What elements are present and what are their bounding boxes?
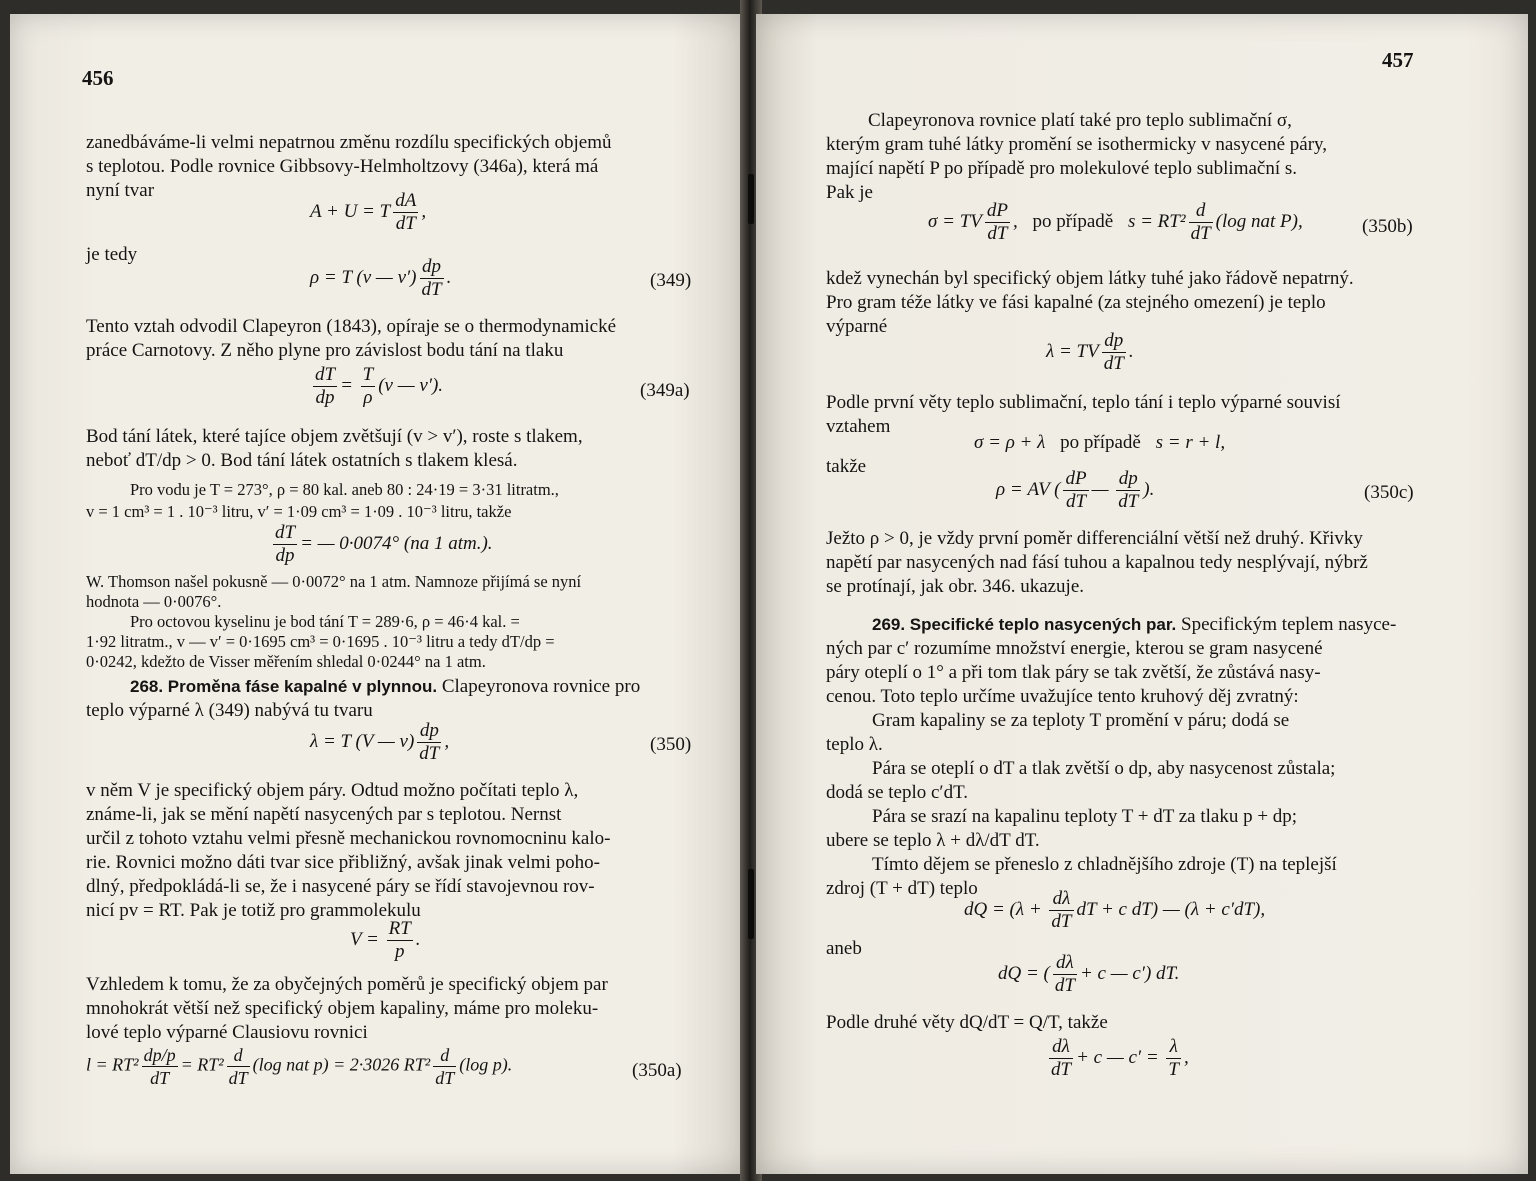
text-line: kterým gram tuhé látky promění se isothermicky v nasycené páry, <box>826 134 1328 155</box>
text-line: páry oteplí o 1° a při tom tlak páry se tak zvětší, že zůstává nasy- <box>826 662 1321 683</box>
text-line: Pro gram téže látky ve fási kapalné (za stejného omezení) je teplo <box>826 292 1326 313</box>
text-line: kdež vynechán byl specifický objem látky tuhé jako řádově nepatrný. <box>826 268 1354 289</box>
equation-350a: l = RT² $\frac{dp/p}{dT}$ = RT² $\frac{d}{dT}$ (log nat p) = 2·3026 RT² $\frac{d}{dT}$ (log p). <box>86 1045 513 1088</box>
equation-346: A + U = T $\frac{dA}{dT}$ , <box>310 190 427 234</box>
equation-dQ1: dQ = (λ + $\frac{d\lambda}{dT}$ dT + c dT) — (λ + c′dT), <box>964 888 1266 932</box>
text-line: rie. Rovnici možno dáti tvar sice přibližný, avšak jinak velmi poho- <box>86 852 600 873</box>
section-268-line: 268. Proměna fáse kapalné v plynnou. Clapeyronova rovnice pro <box>130 676 641 697</box>
text-line: Pára se srazí na kapalinu teploty T + dT za tlaku p + dp; <box>872 806 1298 827</box>
text-line: určil z tohoto vztahu velmi přesně mechanickou rovnomocninu kalo- <box>86 828 611 849</box>
text-line: Pro octovou kyselinu je bod tání T = 289·6, ρ = 46·4 kal. = <box>130 612 520 631</box>
text-line: dlný, předpokládá-li se, že i nasycené páry se řídí stavojevnou rov- <box>86 876 595 897</box>
text-line: ných par c′ rozumíme množství energie, kterou se gram nasycené <box>826 638 1323 659</box>
text-line: známe-li, jak se mění napětí nasycených par s teplotou. Nernst <box>86 804 562 825</box>
text-line: teplo λ. <box>826 734 883 755</box>
equation-349: ρ = T (v — v′) $\frac{dp}{dT}$ . <box>310 256 452 300</box>
text-line: Pak je <box>826 182 873 203</box>
text-line: se protínají, jak obr. 346. ukazuje. <box>826 576 1085 597</box>
text-line: dodá se teplo c′dT. <box>826 782 969 803</box>
text-line: Pro vodu je T = 273°, ρ = 80 kal. aneb 80 : 24·19 = 3·31 litratm., <box>130 480 559 499</box>
text-line: Bod tání látek, které tajíce objem zvětšují (v > v′), roste s tlakem, <box>86 426 583 447</box>
text-line: práce Carnotovy. Z něho plyne pro závislost bodu tání na tlaku <box>86 340 564 361</box>
text-line: Clapeyronova rovnice platí také pro teplo sublimační σ, <box>868 110 1292 131</box>
binding-mark <box>748 174 754 224</box>
text-line: Ježto ρ > 0, je vždy první poměr differenciální větší než druhý. Křivky <box>826 528 1363 549</box>
text-line: v něm V je specifický objem páry. Odtud možno počítati teplo λ, <box>86 780 579 801</box>
binding-mark <box>748 869 754 939</box>
text-line: hodnota — 0·0076°. <box>86 592 222 611</box>
section-heading-268: 268. Proměna fáse kapalné v plynnou. <box>130 677 438 696</box>
equation-349a: $\frac{dT}{dp}$ = $\frac{T}{\rho}$ (v — v′). <box>315 364 444 408</box>
eq-number-349: (349) <box>650 270 692 291</box>
text-line: zdroj (T + dT) teplo <box>826 878 978 899</box>
eq-number-349a: (349a) <box>640 380 690 401</box>
text-line: Podle první věty teplo sublimační, teplo tání i teplo výparné souvisí <box>826 392 1341 413</box>
equation-350c: ρ = AV ( $\frac{dP}{dT}$ — $\frac{dp}{dT}$ ). <box>996 468 1155 512</box>
section-heading-269: 269. Specifické teplo nasycených par. <box>872 615 1177 634</box>
section-269-line: 269. Specifické teplo nasycených par. Specifickým teplem nasyce- <box>872 614 1397 635</box>
equation-350b: σ = TV $\frac{dP}{dT}$ , po případě s = RT² $\frac{d}{dT}$ (log nat P), <box>928 200 1303 244</box>
text-line: Podle druhé věty dQ/dT = Q/T, takže <box>826 1012 1108 1033</box>
text-line: ubere se teplo λ + dλ/dT dT. <box>826 830 1040 851</box>
text-line: zanedbáváme-li velmi nepatrnou změnu rozdílu specifických objemů <box>86 132 612 153</box>
right-page-number: 457 <box>1382 48 1414 72</box>
text-line: teplo výparné λ (349) nabývá tu tvaru <box>86 700 373 721</box>
text-line: nyní tvar <box>86 180 155 201</box>
equation-350: λ = T (V — v) $\frac{dp}{dT}$ , <box>310 720 450 764</box>
eq-number-350: (350) <box>650 734 692 755</box>
equation-final: $\frac{d\lambda}{dT}$ + c — c′ = $\frac{\lambda}{T}$ , <box>1051 1036 1189 1080</box>
text-line: 0·0242, kdežto de Visser měřením shledal 0·0244° na 1 atm. <box>86 652 486 671</box>
eq-number-350b: (350b) <box>1362 216 1413 237</box>
text-line: vztahem <box>826 416 891 437</box>
text-line: v = 1 cm³ = 1 . 10⁻³ litru, v′ = 1·09 cm³ = 1·09 . 10⁻³ litru, takže <box>86 502 512 521</box>
left-page <box>10 14 746 1174</box>
text-line: mající napětí P po případě pro molekulové teplo sublimační s. <box>826 158 1298 179</box>
eq-number-350a: (350a) <box>632 1060 682 1081</box>
text-line: W. Thomson našel pokusně — 0·0072° na 1 atm. Namnoze přijímá se nyní <box>86 572 582 591</box>
equation-V: V = $\frac{RT}{p}$ . <box>350 918 421 962</box>
equation-sigma: σ = ρ + λ po případě s = r + l, <box>974 432 1226 453</box>
text-line: výparné <box>826 316 888 337</box>
text-line: neboť dT/dp > 0. Bod tání látek ostatních s tlakem klesá. <box>86 450 518 471</box>
equation-lambda: λ = TV $\frac{dp}{dT}$ . <box>1046 330 1134 374</box>
text-line: napětí par nasycených nad fásí tuhou a kapalnou tedy nesplývají, nýbrž <box>826 552 1368 573</box>
text-line: Tento vztah odvodil Clapeyron (1843), opíraje se o thermodynamické <box>86 316 616 337</box>
equation-water: $\frac{dT}{dp}$ = — 0·0074° (na 1 atm.). <box>275 522 493 566</box>
right-page <box>756 14 1528 1174</box>
text-line: lové teplo výparné Clausiovu rovnici <box>86 1022 368 1043</box>
text-line: s teplotou. Podle rovnice Gibbsovy-Helmholtzovy (346a), která má <box>86 156 599 177</box>
left-page-number: 456 <box>82 66 114 90</box>
text-line: takže <box>826 456 867 477</box>
text-line: Pára se oteplí o dT a tlak zvětší o dp, aby nasycenost zůstala; <box>872 758 1336 779</box>
text-line: Vzhledem k tomu, že za obyčejných poměrů je specifický objem par <box>86 974 608 995</box>
text-line: 1·92 litratm., v — v′ = 0·1695 cm³ = 0·1695 . 10⁻³ litru a tedy dT/dp = <box>86 632 555 651</box>
text-line: je tedy <box>86 244 138 265</box>
text-line: cenou. Toto teplo určíme uvažujíce tento kruhový děj zvratný: <box>826 686 1299 707</box>
text-line: Gram kapaliny se za teploty T promění v páru; dodá se <box>872 710 1290 731</box>
text-line: nicí pv = RT. Pak je totiž pro grammolekulu <box>86 900 421 921</box>
text-line: mnohokrát větší než specifický objem kapaliny, máme pro moleku- <box>86 998 599 1019</box>
text-line: Tímto dějem se přeneslo z chladnějšího zdroje (T) na teplejší <box>872 854 1337 875</box>
eq-number-350c: (350c) <box>1364 482 1414 503</box>
text-line: aneb <box>826 938 862 959</box>
equation-dQ2: dQ = ( $\frac{d\lambda}{dT}$ + c — c′) dT. <box>998 952 1180 996</box>
